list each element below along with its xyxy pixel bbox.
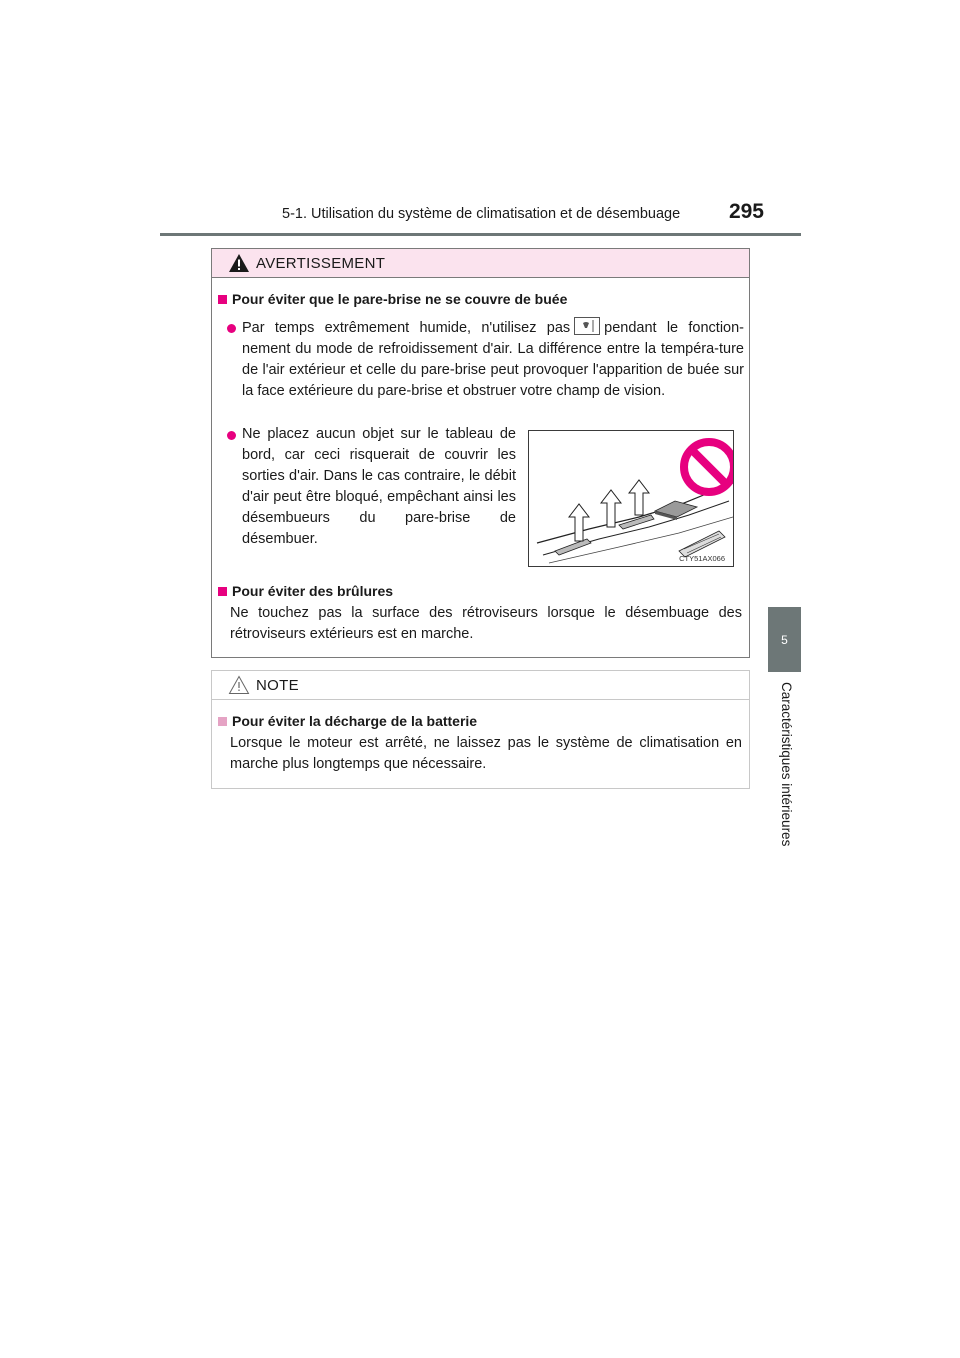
warning-triangle-icon: [228, 253, 250, 273]
caution-outline-icon: [228, 675, 250, 695]
note-title: NOTE: [256, 676, 299, 694]
dashboard-illustration: [528, 430, 734, 567]
warning-section-heading: Pour éviter que le pare-brise ne se couvre de buée: [218, 291, 567, 307]
bullet-paragraph-humidity: Par temps extrêmement humide, n'utilisez pas pendant le fonction-nement du mode de refroidissement d'air. La différence entre la tempéra-ture de l'air extérieur et celle du pare-brise peut provoquer l'apparition de buée sur la face extérieure du pare-brise et obstruer votre champ de vision.: [242, 317, 744, 402]
bullet-paragraph-dashboard: Ne placez aucun objet sur le tableau de bord, car ceci risquerait de couvrir les sorties d'air. Dans le cas contraire, le débit d'air peut être bloqué, empêchant ainsi les désembueurs du pare-brise de désembuer.: [242, 426, 516, 547]
windshield-defogger-icon: [574, 317, 600, 335]
chapter-tab: [768, 607, 801, 672]
warning-title: AVERTISSEMENT: [256, 254, 386, 272]
note-header: [212, 671, 749, 700]
burns-paragraph: Ne touchez pas la surface des rétroviseurs lorsque le désembuage des rétroviseurs extérieurs est en marche.: [230, 605, 742, 642]
bullet-icon: [227, 431, 236, 440]
note-paragraph: Lorsque le moteur est arrêté, ne laissez pas le système de climatisation en marche plus longtemps que nécessaire.: [230, 735, 742, 772]
warning-header: [212, 249, 749, 278]
warning-box: [211, 248, 750, 658]
page-number: 295: [728, 200, 764, 223]
chapter-number: 5: [781, 632, 788, 647]
note-section-heading: Pour éviter la décharge de la batterie: [218, 713, 477, 729]
section-marker-icon: [218, 295, 227, 304]
header-rule: [160, 233, 801, 236]
header-section-title: 5-1. Utilisation du système de climatisation et de désembuage: [282, 206, 681, 222]
bullet-icon: [227, 324, 236, 333]
prohibition-icon: [684, 442, 734, 492]
section-marker-icon: [218, 587, 227, 596]
chapter-label: Caractéristiques intérieures: [779, 682, 794, 847]
note-box: [211, 670, 750, 789]
figure-code: CTY51AX066: [679, 554, 725, 563]
dashboard-vents-drawing: [529, 431, 734, 567]
section-marker-icon: [218, 717, 227, 726]
warning-section-heading-burns: Pour éviter des brûlures: [218, 583, 393, 599]
